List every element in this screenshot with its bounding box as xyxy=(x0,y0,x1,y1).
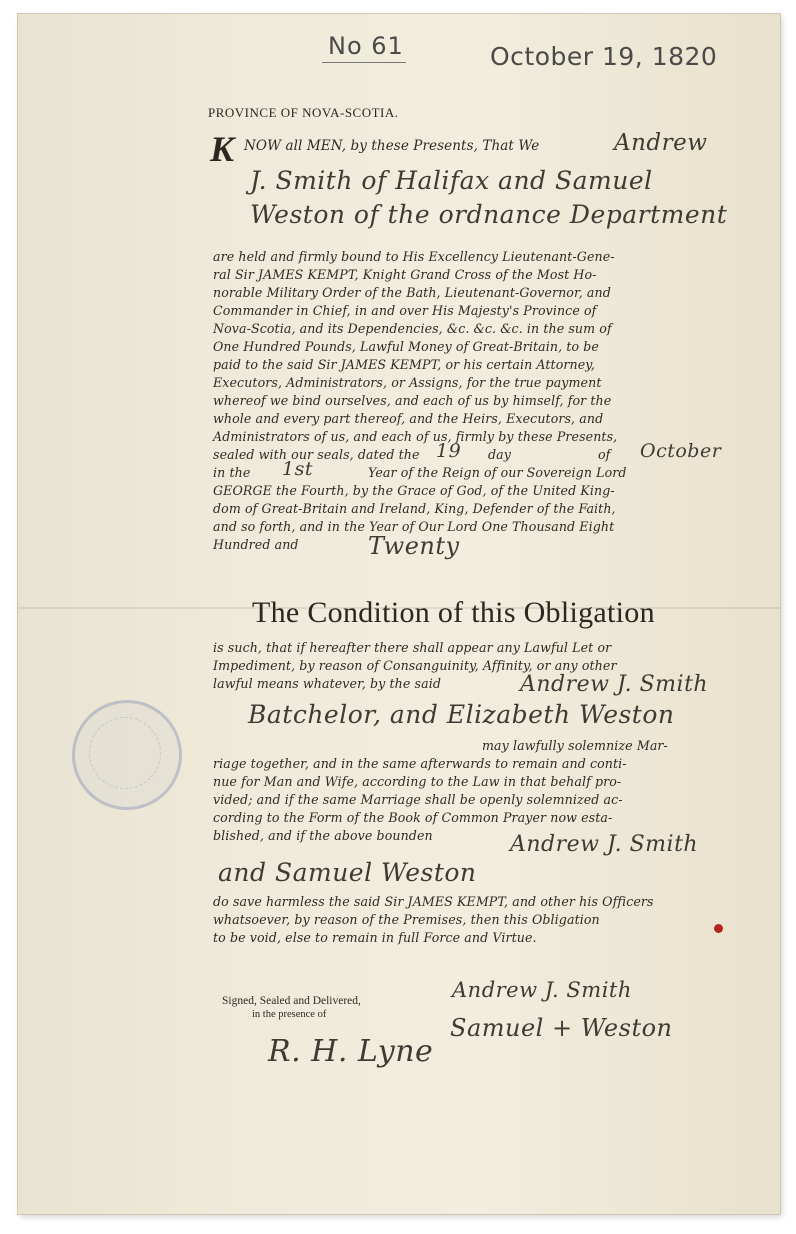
number-underline xyxy=(322,62,406,63)
condition-line: nue for Man and Wife, according to the Law in that behalf pro- xyxy=(213,774,622,789)
bond-line: paid to the said Sir JAMES KEMPT, or his certain Attorney, xyxy=(213,357,595,372)
province-heading: PROVINCE OF NOVA-SCOTIA. xyxy=(208,105,399,120)
hand-name-a: Andrew J. Smith xyxy=(520,672,709,697)
condition-line: riage together, and in the same afterwards to remain and conti- xyxy=(213,756,627,771)
bond-line: whole and every part thereof, and the Heirs, Executors, and xyxy=(213,411,604,426)
hand-name-b: Batchelor, and Elizabeth Weston xyxy=(248,700,675,729)
twenty-hand: Twenty xyxy=(368,532,460,560)
month-hand: October xyxy=(640,440,722,462)
bond-line: Nova-Scotia, and its Dependencies, &c. &c. &c. in the sum of xyxy=(213,321,612,336)
year-hand: 1st xyxy=(282,458,313,480)
day-word: day xyxy=(488,447,511,462)
witness-signature: R. H. Lyne xyxy=(268,1034,434,1069)
condition-line: Impediment, by reason of Consanguinity, Affinity, or any other xyxy=(213,658,617,673)
ink-stamp xyxy=(72,700,182,810)
condition-line: cording to the Form of the Book of Common Prayer now esta- xyxy=(213,810,613,825)
bond-intro: NOW all MEN, by these Presents, That We xyxy=(244,138,540,154)
bond-line: Executors, Administrators, or Assigns, for the true payment xyxy=(213,375,602,390)
condition-title: The Condition of this Obligation xyxy=(252,596,655,629)
of-word: of xyxy=(598,447,611,462)
bond-line: norable Military Order of the Bath, Lieutenant-Governor, and xyxy=(213,285,611,300)
hand-name-1: Andrew xyxy=(614,130,708,156)
red-wax-mark xyxy=(714,924,723,933)
condition-line: is such, that if hereafter there shall appear any Lawful Let or xyxy=(213,640,612,655)
hand-bound-b: and Samuel Weston xyxy=(218,858,477,887)
bond-line: Commander in Chief, in and over His Majesty's Province of xyxy=(213,303,597,318)
bond-line: GEORGE the Fourth, by the Grace of God, of the United King- xyxy=(213,483,615,498)
condition-line: blished, and if the above bounden xyxy=(213,828,433,843)
drop-cap: K xyxy=(210,129,235,169)
day-hand: 19 xyxy=(436,440,462,462)
bond-line: Administrators of us, and each of us, firmly by these Presents, xyxy=(213,429,618,444)
condition-line: whatsoever, by reason of the Premises, then this Obligation xyxy=(213,912,600,927)
hundred-and: Hundred and xyxy=(213,537,299,552)
bond-line: are held and firmly bound to His Excellency Lieutenant-Gene- xyxy=(213,249,615,264)
reign-text: Year of the Reign of our Sovereign Lord xyxy=(368,465,627,480)
bond-line: One Hundred Pounds, Lawful Money of Great-Britain, to be xyxy=(213,339,599,354)
bond-line: dom of Great-Britain and Ireland, King, Defender of the Faith, xyxy=(213,501,616,516)
condition-line: vided; and if the same Marriage shall be openly solemnized ac- xyxy=(213,792,623,807)
bond-line: whereof we bind ourselves, and each of us by himself, for the xyxy=(213,393,612,408)
bond-line: ral Sir JAMES KEMPT, Knight Grand Cross of the Most Ho- xyxy=(213,267,597,282)
in-the-text: in the xyxy=(213,465,251,480)
hand-line-2: J. Smith of Halifax and Samuel xyxy=(250,166,653,195)
hand-bound-a: Andrew J. Smith xyxy=(510,832,699,857)
condition-line: to be void, else to remain in full Force and Virtue. xyxy=(213,930,537,945)
bond-line: and so forth, and in the Year of Our Lord One Thousand Eight xyxy=(213,519,615,534)
document-number: No 61 xyxy=(328,32,404,60)
condition-line: may lawfully solemnize Mar- xyxy=(482,738,668,753)
signature-1: Andrew J. Smith xyxy=(452,978,632,1002)
sealed-text: sealed with our seals, dated the xyxy=(213,447,420,462)
signature-2: Samuel + Weston xyxy=(450,1014,673,1042)
hand-line-3: Weston of the ordnance Department xyxy=(250,200,728,229)
signed-label: Signed, Sealed and Delivered, xyxy=(222,995,361,1007)
condition-line: do save harmless the said Sir JAMES KEMPT, and other his Officers xyxy=(213,894,654,909)
presence-label: in the presence of xyxy=(252,1009,327,1020)
condition-line: lawful means whatever, by the said xyxy=(213,676,441,691)
document-date: October 19, 1820 xyxy=(490,42,718,71)
